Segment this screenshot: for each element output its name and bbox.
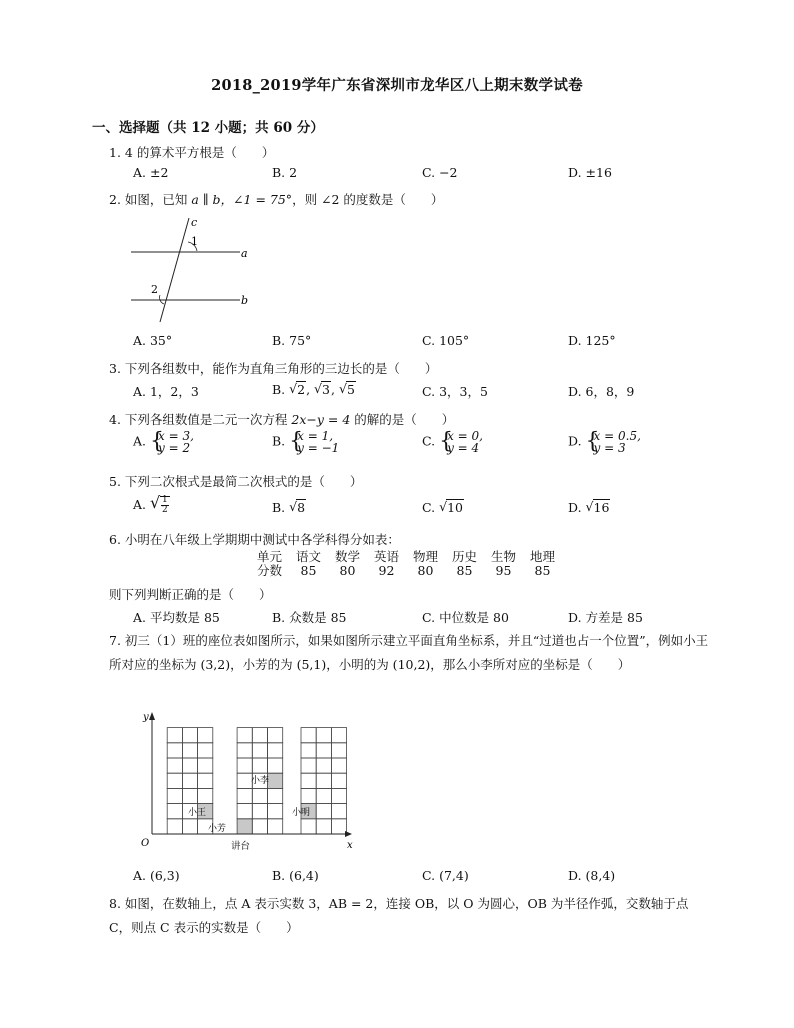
q2-stem-math: a ∥ b，∠1 = 75° xyxy=(191,192,293,207)
table-cell: 85 xyxy=(456,563,473,578)
table-cell: 地理 xyxy=(529,549,555,564)
system-line-1: x = 3, xyxy=(158,429,194,443)
table-cell: 80 xyxy=(339,563,356,578)
option-letter: A. xyxy=(133,497,150,512)
seat-cell xyxy=(198,758,213,773)
q4-option-d xyxy=(568,430,641,454)
page-title: 2018_2019学年广东省深圳市龙华区八上期末数学试卷 xyxy=(211,77,583,94)
option-letter: C. xyxy=(422,500,440,515)
seat-cell xyxy=(316,819,331,834)
seat-cell xyxy=(182,773,197,788)
q3-option-b-letter: B. xyxy=(272,382,290,397)
system-line-1: x = 1, xyxy=(297,429,334,443)
table-row-scores xyxy=(250,564,562,578)
table-cell: 分数 xyxy=(256,563,282,578)
question-7-stem: 7. 初三（1）班的座位表如图所示，如果如图所示建立平面直角坐标系，并且“过道也占一个位置”，例如小王所对应的坐标为 (3,2)，小芳的为 (5,1)，小明的为 (10,2)，那么小李所对应的坐标是（ ） xyxy=(109,633,709,672)
radical: √ 16 xyxy=(585,499,610,515)
question-6-followup: 则下列判断正确的是（ ） xyxy=(109,587,272,602)
radicand: 5 xyxy=(346,382,355,397)
seat-cell xyxy=(301,728,316,743)
question-4-stem xyxy=(109,410,454,428)
system-line-2: y = 2 xyxy=(158,441,191,455)
question-3-stem: 3. 下列各组数中，能作为直角三角形的三边长的是（ ） xyxy=(109,361,438,376)
option-letter: D. xyxy=(568,500,586,515)
podium-label: 讲台 xyxy=(231,841,251,852)
radical: √ 3 xyxy=(314,381,330,397)
seat-cell xyxy=(237,758,252,773)
seat-cell xyxy=(316,743,331,758)
table-cell: 英语 xyxy=(373,549,399,564)
radical: √ $\frac{1}{2}$ xyxy=(149,493,168,515)
seat-cell xyxy=(268,819,283,834)
q6-option-b: B. 众数是 85 xyxy=(272,610,347,625)
seat-cell xyxy=(331,788,346,803)
equation-system: { x = 1, y = −1 xyxy=(289,429,340,455)
q7-option-c: C. (7,4) xyxy=(422,868,469,883)
q5-option-b xyxy=(272,500,306,515)
seat-label-xiaoming: 小明 xyxy=(292,808,311,818)
radical: √ 5 xyxy=(338,381,355,397)
equation-system: { x = 0.5, y = 3 xyxy=(585,429,641,455)
radicand: 16 xyxy=(593,500,610,515)
seat-cell xyxy=(331,743,346,758)
q2-option-b: B. 75° xyxy=(272,333,312,348)
table-cell: 85 xyxy=(300,563,317,578)
seat-cell xyxy=(252,758,267,773)
seat-cell xyxy=(167,758,182,773)
seat-label-xiaoli: 小李 xyxy=(251,776,270,786)
seat-cell xyxy=(331,804,346,819)
q4-stem-math: 2x−y = 4 xyxy=(291,412,351,427)
seat-cell xyxy=(301,758,316,773)
label-angle-1: 1 xyxy=(191,235,198,248)
seat-cell xyxy=(316,804,331,819)
seat-cell xyxy=(167,819,182,834)
radical: √ 10 xyxy=(439,499,463,515)
seat-cell xyxy=(268,788,283,803)
seat-cell xyxy=(237,819,252,834)
q2-stem-prefix: 2. 如图，已知 xyxy=(109,192,192,207)
seat-cell xyxy=(252,804,267,819)
line-c xyxy=(160,218,189,322)
x-axis-label: x xyxy=(347,840,353,851)
seating-coordinate-figure xyxy=(130,708,370,858)
x-axis-arrow xyxy=(345,831,352,837)
table-row-subjects xyxy=(250,550,562,564)
seat-cell xyxy=(237,728,252,743)
seat-cell xyxy=(301,819,316,834)
q4-stem-suffix: 的解的是（ ） xyxy=(350,412,455,427)
option-letter: B. xyxy=(272,500,290,515)
seat-cell xyxy=(198,743,213,758)
seat-cell xyxy=(316,788,331,803)
seat-cell xyxy=(182,728,197,743)
q5-option-d xyxy=(568,500,610,515)
system-line-2: y = 4 xyxy=(447,441,480,455)
radicand-fraction xyxy=(160,495,170,515)
q6-option-c: C. 中位数是 80 xyxy=(422,610,509,625)
seat-cell xyxy=(331,819,346,834)
q5-option-c xyxy=(422,500,464,515)
q7-option-d: D. (8,4) xyxy=(568,868,616,883)
equation-system: { x = 3, y = 2 xyxy=(150,429,194,455)
seat-cell xyxy=(252,728,267,743)
y-axis-arrow xyxy=(149,712,155,720)
seat-cell xyxy=(268,743,283,758)
seat-cell xyxy=(268,804,283,819)
seat-cell xyxy=(301,788,316,803)
seat-label-xiaofang: 小芳 xyxy=(208,824,227,834)
seat-cell xyxy=(316,773,331,788)
y-axis-label: y xyxy=(143,712,149,723)
seat-cell xyxy=(301,773,316,788)
question-6-stem: 6. 小明在八年级上学期期中测试中各学科得分如表： xyxy=(109,532,400,547)
radicand: 2 xyxy=(297,382,306,397)
q2-option-d: D. 125° xyxy=(568,333,616,348)
equation-system: { x = 0, y = 4 xyxy=(439,429,483,455)
seat-cell xyxy=(182,788,197,803)
q1-option-d: D. ±16 xyxy=(568,165,612,180)
question-2-stem xyxy=(109,190,443,208)
table-cell: 数学 xyxy=(334,549,360,564)
seat-cell xyxy=(268,773,283,788)
question-5-stem: 5. 下列二次根式是最简二次根式的是（ ） xyxy=(109,474,363,489)
system-line-2: y = −1 xyxy=(297,441,340,455)
label-angle-2: 2 xyxy=(151,283,158,296)
table-cell: 物理 xyxy=(412,549,438,564)
seat-cell xyxy=(252,743,267,758)
seat-cell xyxy=(268,758,283,773)
radical: √ 8 xyxy=(289,499,306,515)
table-cell: 85 xyxy=(534,563,551,578)
q1-option-a: A. ±2 xyxy=(133,165,169,180)
label-b: b xyxy=(241,294,249,307)
seat-cell xyxy=(182,819,197,834)
seat-cell xyxy=(167,743,182,758)
system-line-1: x = 0.5, xyxy=(593,429,641,443)
seat-cell xyxy=(167,804,182,819)
fraction-denominator: 2 xyxy=(161,505,168,515)
seat-cell xyxy=(198,728,213,743)
table-cell: 单元 xyxy=(256,549,282,564)
seat-cell xyxy=(237,804,252,819)
option-letter: B. xyxy=(272,433,286,449)
system-line-2: y = 3 xyxy=(593,441,626,455)
table-cell: 80 xyxy=(417,563,434,578)
q6-option-a: A. 平均数是 85 xyxy=(133,610,220,625)
seat-cell xyxy=(198,773,213,788)
q2-stem-suffix: ，则 ∠2 的度数是（ ） xyxy=(292,192,444,207)
parallel-lines-figure xyxy=(125,212,265,327)
option-letter: A. xyxy=(133,433,147,449)
q4-option-a xyxy=(133,430,194,454)
seat-cell xyxy=(237,743,252,758)
seat-cell xyxy=(268,728,283,743)
q3-option-a: A. 1，2，3 xyxy=(133,384,199,399)
radicand: 10 xyxy=(447,500,463,515)
table-cell: 语文 xyxy=(295,549,321,564)
q3-option-d: D. 6，8，9 xyxy=(568,384,635,399)
q7-option-b: B. (6,4) xyxy=(272,868,319,883)
radicand: 8 xyxy=(297,500,306,515)
seat-cell xyxy=(331,773,346,788)
seat-cell xyxy=(182,758,197,773)
q1-option-c: C. −2 xyxy=(422,165,458,180)
seat-cell xyxy=(331,758,346,773)
system-line-1: x = 0, xyxy=(447,429,483,443)
seat-cell xyxy=(301,743,316,758)
table-cell: 92 xyxy=(378,563,395,578)
score-table xyxy=(250,550,562,578)
q2-option-a: A. 35° xyxy=(133,333,173,348)
q4-option-c xyxy=(422,430,483,454)
q4-option-b xyxy=(272,430,339,454)
table-cell: 历史 xyxy=(451,549,477,564)
question-1-stem: 1. 4 的算术平方根是（ ） xyxy=(109,145,275,160)
seat-cell xyxy=(182,743,197,758)
label-a: a xyxy=(241,247,248,260)
fraction-numerator: 1 xyxy=(161,495,168,505)
q6-option-d: D. 方差是 85 xyxy=(568,610,643,625)
question-8-stem: 8. 如图，在数轴上，点 A 表示实数 3，AB = 2，连接 OB，以 O 为圆心，OB 为半径作弧，交数轴于点 C，则点 C 表示的实数是（ ） xyxy=(109,896,689,935)
origin-label: O xyxy=(141,838,150,849)
option-letter: D. xyxy=(568,433,582,449)
seat-label-xiaowang: 小王 xyxy=(188,808,207,818)
label-c: c xyxy=(191,216,198,229)
option-letter: C. xyxy=(422,433,436,449)
seat-cell xyxy=(198,788,213,803)
seat-cell xyxy=(316,728,331,743)
seat-cell xyxy=(237,788,252,803)
radicand: 3 xyxy=(322,382,330,397)
q5-option-a xyxy=(133,493,170,515)
seat-cell xyxy=(252,819,267,834)
q3-option-c: C. 3，3，5 xyxy=(422,384,488,399)
seat-cell xyxy=(167,773,182,788)
seat-cell xyxy=(252,788,267,803)
q1-option-b: B. 2 xyxy=(272,165,298,180)
seat-cell xyxy=(167,728,182,743)
seat-cell xyxy=(316,758,331,773)
section-heading: 一、选择题（共 12 小题；共 60 分） xyxy=(92,120,324,136)
table-cell: 95 xyxy=(495,563,512,578)
q3-option-b: B. √ 2, √ 3, √ 5 xyxy=(272,381,355,397)
table-cell: 生物 xyxy=(490,549,516,564)
seat-cell xyxy=(167,788,182,803)
q2-option-c: C. 105° xyxy=(422,333,470,348)
radical: √ 2 xyxy=(289,381,306,397)
seat-cell xyxy=(331,728,346,743)
q4-stem-prefix: 4. 下列各组数值是二元一次方程 xyxy=(109,412,292,427)
q7-option-a: A. (6,3) xyxy=(133,868,180,883)
